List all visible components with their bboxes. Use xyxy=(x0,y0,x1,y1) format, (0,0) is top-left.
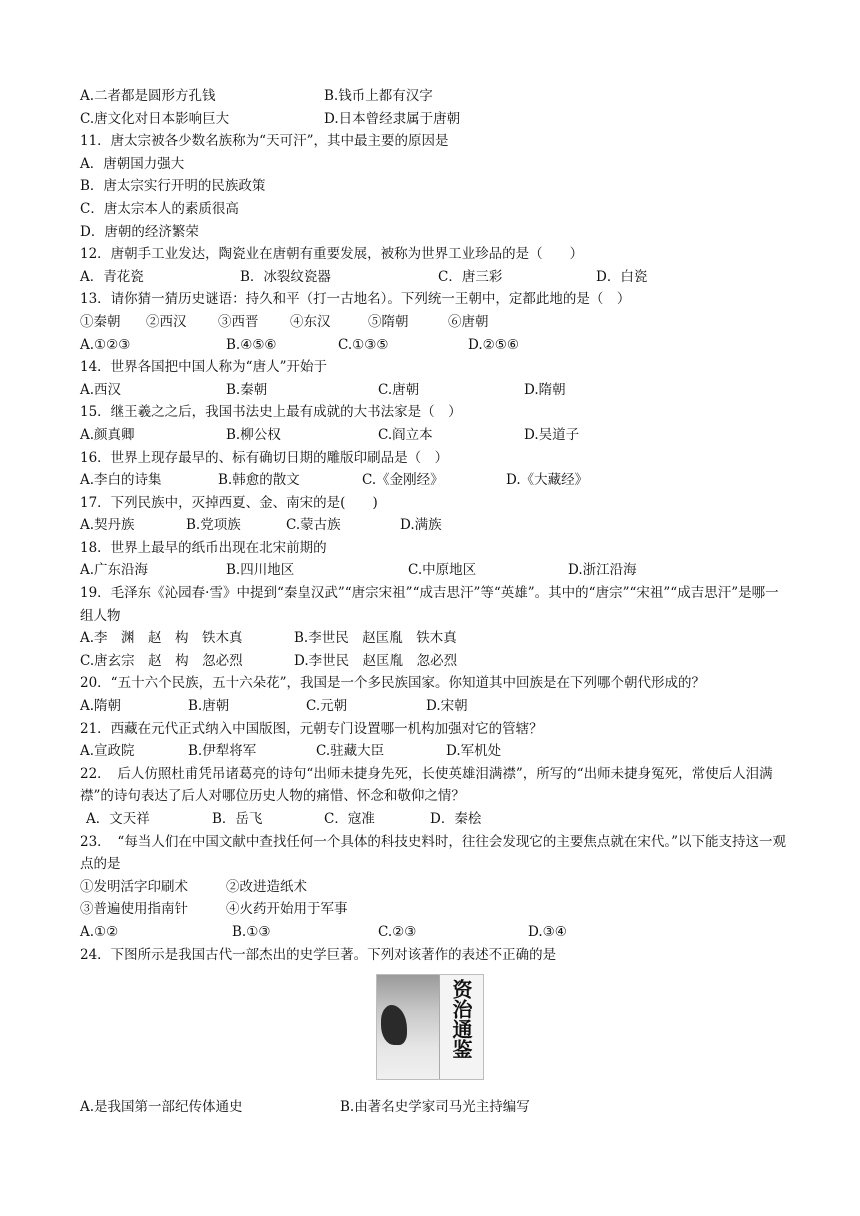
q18-options xyxy=(80,559,790,582)
q18-option-a[interactable]: A.广东沿海 xyxy=(80,562,149,579)
q13-item-3: ③西晋 xyxy=(218,313,259,330)
q19-option-a[interactable]: A.李 渊 赵 构 铁木真 xyxy=(80,630,243,647)
q17-option-d[interactable]: D.满族 xyxy=(400,517,442,534)
q13-item-4: ④东汉 xyxy=(290,313,331,330)
q24-stem: 24．下图所示是我国古代一部杰出的史学巨著。下列对该著作的表述不正确的是 xyxy=(80,946,557,963)
q23-option-a[interactable]: A.①② xyxy=(80,923,119,940)
q22-options xyxy=(80,808,790,831)
q17-options xyxy=(80,514,790,537)
q11-stem: 11．唐太宗被各少数名族称为“天可汗”，其中最主要的原因是 xyxy=(80,133,449,150)
q20-stem: 20．“五十六个民族，五十六朵花”，我国是一个多民族国家。你知道其中回族是在下列哪个朝代形成的？ xyxy=(80,675,705,692)
q17-option-c[interactable]: C.蒙古族 xyxy=(286,517,341,534)
q13-option-b[interactable]: B.④⑤⑥ xyxy=(226,336,277,353)
q21-option-b[interactable]: B.伊犁将军 xyxy=(188,743,257,760)
q15-option-b[interactable]: B.柳公权 xyxy=(226,426,281,443)
book-cover-image xyxy=(376,974,484,1080)
q13-item-6: ⑥唐朝 xyxy=(448,313,489,330)
q13-item-2: ②西汉 xyxy=(146,313,187,330)
q19-options-row2 xyxy=(80,650,790,673)
q10-options-row2 xyxy=(80,108,790,131)
q23-item-1: ①发明活字印刷术 xyxy=(80,878,188,895)
q23-options xyxy=(80,921,790,944)
q18-stem: 18．世界上最早的纸币出现在北宋前期的 xyxy=(80,539,327,556)
q14-option-b[interactable]: B.秦朝 xyxy=(226,381,268,398)
q14-option-c[interactable]: C.唐朝 xyxy=(378,381,420,398)
q15-option-a[interactable]: A.颜真卿 xyxy=(80,426,135,443)
q11-option-c[interactable]: C．唐太宗本人的素质很高 xyxy=(80,200,239,217)
q16-options xyxy=(80,469,790,492)
q22-option-c[interactable]: C．寇准 xyxy=(324,811,375,827)
q17-stem: 17．下列民族中，灭掉西夏、金、南宋的是( ) xyxy=(80,494,378,511)
q23-item-2: ②改进造纸术 xyxy=(226,878,307,895)
exam-page xyxy=(80,85,790,1119)
q22-option-b[interactable]: B．岳飞 xyxy=(212,811,263,827)
q23-option-d[interactable]: D.③④ xyxy=(528,923,567,940)
q12-option-c[interactable]: C．唐三彩 xyxy=(438,268,503,285)
q23-option-c[interactable]: C.②③ xyxy=(378,923,417,940)
q24-options-row1 xyxy=(80,1096,790,1119)
q15-option-d[interactable]: D.吴道子 xyxy=(524,426,580,443)
q20-options xyxy=(80,695,790,718)
q10-options-row1 xyxy=(80,85,790,108)
q13-item-1: ①秦朝 xyxy=(80,313,121,330)
q22-option-d[interactable]: D．秦桧 xyxy=(430,811,482,827)
q19-option-b[interactable]: B.李世民 赵匡胤 铁木真 xyxy=(294,630,457,647)
q15-stem: 15．继王羲之之后，我国书法史上最有成就的大书法家是（ ） xyxy=(80,404,462,421)
q23-item-4: ④火药开始用于军事 xyxy=(226,901,348,918)
q17-option-b[interactable]: B.党项族 xyxy=(186,517,241,534)
q10-option-a[interactable]: A.二者都是圆形方孔钱 xyxy=(80,88,216,104)
q21-options xyxy=(80,740,790,763)
q10-option-c[interactable]: C.唐文化对日本影响巨大 xyxy=(80,110,230,127)
q20-option-d[interactable]: D.宋朝 xyxy=(426,698,468,715)
q16-option-a[interactable]: A.李白的诗集 xyxy=(80,472,162,489)
q19-option-d[interactable]: D.李世民 赵匡胤 忽必烈 xyxy=(294,652,458,669)
q14-stem: 14．世界各国把中国人称为“唐人”开始于 xyxy=(80,359,327,376)
q13-option-d[interactable]: D.②⑤⑥ xyxy=(468,336,519,353)
q13-option-a[interactable]: A.①②③ xyxy=(80,336,131,353)
q21-option-c[interactable]: C.驻藏大臣 xyxy=(316,743,385,760)
q16-option-d[interactable]: D.《大藏经》 xyxy=(506,472,589,489)
q23-items-row1 xyxy=(80,876,790,899)
q12-option-a[interactable]: A．青花瓷 xyxy=(80,268,144,285)
q18-option-d[interactable]: D.浙江沿海 xyxy=(568,562,637,579)
book-title: 资治通鉴 xyxy=(449,979,473,1060)
q11-option-d[interactable]: D．唐朝的经济繁荣 xyxy=(80,223,199,240)
q15-options xyxy=(80,424,790,447)
q23-item-3: ③普遍使用指南针 xyxy=(80,901,188,918)
q19-option-c[interactable]: C.唐玄宗 赵 构 忽必烈 xyxy=(80,652,243,669)
q11-option-a[interactable]: A．唐朝国力强大 xyxy=(80,155,185,172)
q22-stem: 22． 后人仿照杜甫凭吊诸葛亮的诗句“出师未捷身先死，长使英雄泪满襟”，所写的“出师未捷身冤死，常使后人泪满襟”的诗句表达了后人对哪位历史人物的痛惜、怀念和敬仰之情？ xyxy=(80,765,773,805)
q15-option-c[interactable]: C.阎立本 xyxy=(378,426,433,443)
q12-options xyxy=(80,266,790,289)
q17-option-a[interactable]: A.契丹族 xyxy=(80,517,135,534)
q13-item-5: ⑤隋朝 xyxy=(368,313,409,330)
q23-stem: 23． “每当人们在中国文献中查找任何一个具体的科技史料时，往往会发现它的主要焦点就在宋代。”以下能支持这一观点的是 xyxy=(80,833,786,873)
q20-option-c[interactable]: C.元朝 xyxy=(306,698,348,715)
q21-option-d[interactable]: D.军机处 xyxy=(446,743,502,760)
q13-options xyxy=(80,334,790,357)
q21-option-a[interactable]: A.宣政院 xyxy=(80,743,135,760)
q16-stem: 16．世界上现存最早的、标有确切日期的雕版印刷品是（ ） xyxy=(80,449,449,466)
q12-option-b[interactable]: B．冰裂纹瓷器 xyxy=(240,268,331,285)
q23-option-b[interactable]: B.①③ xyxy=(232,923,271,940)
q16-option-b[interactable]: B.韩愈的散文 xyxy=(218,472,300,489)
q10-option-b[interactable]: B.钱币上都有汉字 xyxy=(324,88,433,104)
q13-option-c[interactable]: C.①③⑤ xyxy=(338,336,389,353)
q18-option-c[interactable]: C.中原地区 xyxy=(408,562,477,579)
q19-options-row1 xyxy=(80,627,790,650)
q14-option-a[interactable]: A.西汉 xyxy=(80,381,122,398)
q20-option-a[interactable]: A.隋朝 xyxy=(80,698,122,715)
q14-option-d[interactable]: D.隋朝 xyxy=(524,381,566,398)
q13-stem: 13．请你猜一猜历史谜语：持久和平（打一古地名）。下列统一王朝中，定都此地的是（ ） xyxy=(80,291,631,308)
q18-option-b[interactable]: B.四川地区 xyxy=(226,562,295,579)
q23-items-row2 xyxy=(80,898,790,921)
q19-stem: 19．毛泽东《沁园春·雪》中提到“秦皇汉武”“唐宗宋祖”“成吉思汗”等“英雄”。其中的“唐宗”“宋祖”“成吉思汗”是哪一组人物 xyxy=(80,585,779,624)
q24-option-b[interactable]: B.由著名史学家司马光主持编写 xyxy=(340,1099,530,1116)
q13-items xyxy=(80,311,790,334)
q21-stem: 21．西藏在元代正式纳入中国版图，元朝专门设置哪一机构加强对它的管辖？ xyxy=(80,720,543,737)
q10-option-d[interactable]: D.日本曾经隶属于唐朝 xyxy=(324,110,461,127)
q20-option-b[interactable]: B.唐朝 xyxy=(188,698,230,715)
q24-option-a[interactable]: A.是我国第一部纪传体通史 xyxy=(80,1099,243,1116)
q12-stem: 12．唐朝手工业发达，陶瓷业在唐朝有重要发展，被称为世界工业珍品的是（ ） xyxy=(80,246,584,263)
q16-option-c[interactable]: C.《金刚经》 xyxy=(362,472,444,489)
q22-option-a[interactable]: A．文天祥 xyxy=(86,811,150,827)
q11-option-b[interactable]: B．唐太宗实行开明的民族政策 xyxy=(80,178,266,195)
q12-option-d[interactable]: D．白瓷 xyxy=(596,268,648,285)
q14-options xyxy=(80,379,790,402)
q24-figure-row xyxy=(80,966,790,1096)
